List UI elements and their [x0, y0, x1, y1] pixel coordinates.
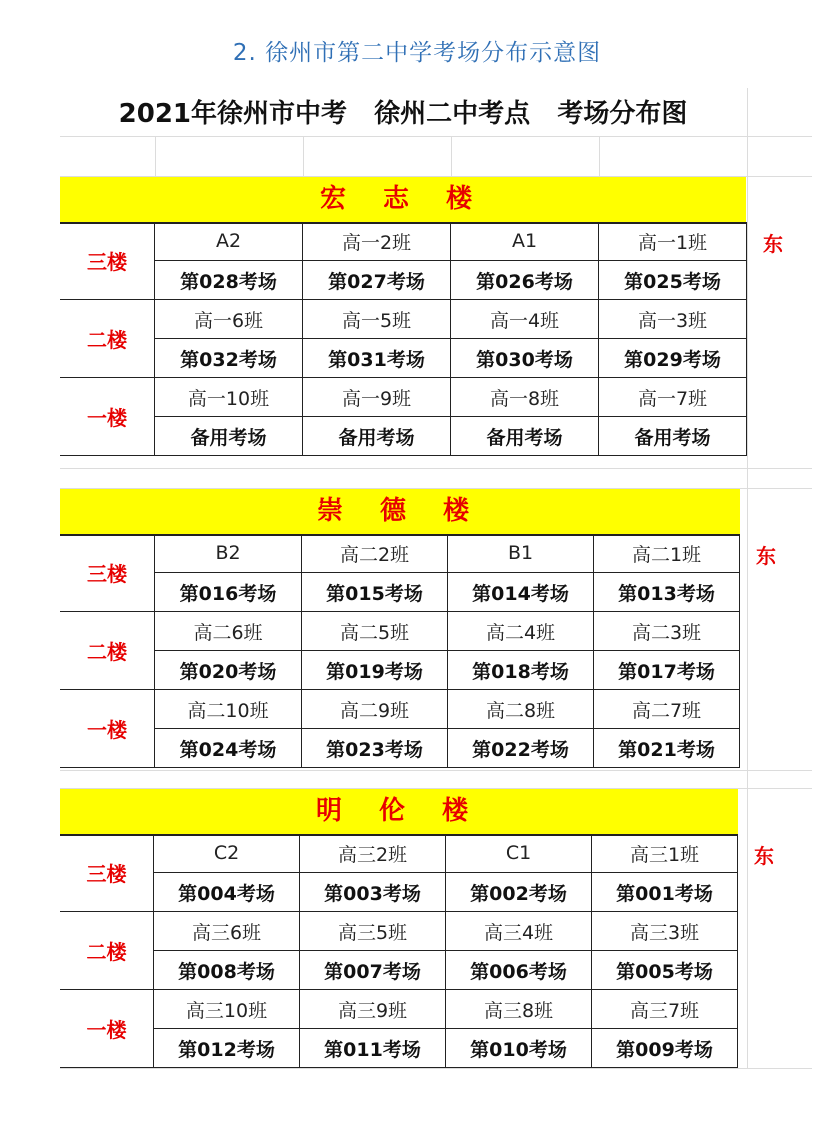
east-direction-label: 东 [756, 544, 776, 568]
exam-room-cell: 第010考场 [446, 1029, 592, 1068]
building-banner: 明 伦 楼 [60, 789, 738, 834]
sheet-title: 2021年徐州市中考 徐州二中考点 考场分布图 [118, 99, 688, 129]
gridline [155, 136, 156, 176]
floor-label: 一楼 [60, 690, 155, 768]
exam-room-cell: 第013考场 [594, 573, 740, 612]
class-cell: 高一9班 [303, 378, 451, 417]
class-cell: 高二3班 [594, 612, 740, 651]
exam-room-cell: 第029考场 [599, 339, 747, 378]
class-cell: 高二5班 [302, 612, 448, 651]
class-cell: 高三6班 [154, 912, 300, 951]
exam-room-cell: 第009考场 [592, 1029, 738, 1068]
exam-room-cell: 备用考场 [599, 417, 747, 456]
floor-label: 三楼 [60, 534, 155, 612]
class-cell: A1 [451, 222, 599, 261]
class-cell: 高二6班 [155, 612, 302, 651]
gridline [60, 136, 812, 137]
exam-room-cell: 第030考场 [451, 339, 599, 378]
class-cell: 高二8班 [448, 690, 594, 729]
gridline [60, 468, 812, 469]
exam-room-cell: 第028考场 [155, 261, 303, 300]
class-cell: A2 [155, 222, 303, 261]
class-cell: 高三8班 [446, 990, 592, 1029]
class-cell: 高三10班 [154, 990, 300, 1029]
exam-room-cell: 第018考场 [448, 651, 594, 690]
floor-label: 一楼 [60, 990, 154, 1068]
exam-room-cell: 第003考场 [300, 873, 446, 912]
class-cell: 高二4班 [448, 612, 594, 651]
exam-room-cell: 备用考场 [303, 417, 451, 456]
class-cell: 高一4班 [451, 300, 599, 339]
floor-label: 二楼 [60, 912, 154, 990]
class-cell: 高三5班 [300, 912, 446, 951]
gridline [747, 88, 748, 1068]
exam-room-cell: 第011考场 [300, 1029, 446, 1068]
exam-room-cell: 第026考场 [451, 261, 599, 300]
class-cell: 高一3班 [599, 300, 747, 339]
building-banner: 宏 志 楼 [60, 177, 746, 222]
exam-room-cell: 第012考场 [154, 1029, 300, 1068]
page-caption: 2. 徐州市第二中学考场分布示意图 [232, 40, 602, 66]
exam-room-cell: 第001考场 [592, 873, 738, 912]
class-cell: 高二9班 [302, 690, 448, 729]
class-cell: 高一5班 [303, 300, 451, 339]
exam-room-cell: 第006考场 [446, 951, 592, 990]
exam-room-cell: 备用考场 [155, 417, 303, 456]
floor-label: 三楼 [60, 222, 155, 300]
exam-room-cell: 第002考场 [446, 873, 592, 912]
floor-label: 三楼 [60, 834, 154, 912]
exam-room-cell: 第025考场 [599, 261, 747, 300]
exam-room-cell: 第008考场 [154, 951, 300, 990]
exam-room-cell: 第032考场 [155, 339, 303, 378]
class-cell: 高三1班 [592, 834, 738, 873]
class-cell: 高三7班 [592, 990, 738, 1029]
class-cell: 高一8班 [451, 378, 599, 417]
exam-room-cell: 第019考场 [302, 651, 448, 690]
class-cell: 高二10班 [155, 690, 302, 729]
class-cell: 高一1班 [599, 222, 747, 261]
floor-label: 二楼 [60, 300, 155, 378]
exam-room-cell: 第024考场 [155, 729, 302, 768]
exam-room-cell: 备用考场 [451, 417, 599, 456]
east-direction-label: 东 [754, 844, 774, 868]
exam-room-cell: 第027考场 [303, 261, 451, 300]
class-cell: 高三3班 [592, 912, 738, 951]
exam-room-cell: 第031考场 [303, 339, 451, 378]
class-cell: 高一7班 [599, 378, 747, 417]
floor-label: 二楼 [60, 612, 155, 690]
floor-label: 一楼 [60, 378, 155, 456]
gridline [599, 136, 600, 176]
class-cell: B2 [155, 534, 302, 573]
class-cell: 高二7班 [594, 690, 740, 729]
exam-room-cell: 第005考场 [592, 951, 738, 990]
exam-room-cell: 第021考场 [594, 729, 740, 768]
class-cell: 高二2班 [302, 534, 448, 573]
gridline [60, 770, 812, 771]
class-cell: 高三2班 [300, 834, 446, 873]
exam-room-cell: 第004考场 [154, 873, 300, 912]
class-cell: 高三9班 [300, 990, 446, 1029]
exam-room-cell: 第014考场 [448, 573, 594, 612]
exam-room-cell: 第017考场 [594, 651, 740, 690]
exam-room-cell: 第007考场 [300, 951, 446, 990]
building-banner: 崇 德 楼 [60, 489, 740, 534]
class-cell: B1 [448, 534, 594, 573]
exam-room-cell: 第022考场 [448, 729, 594, 768]
class-cell: C2 [154, 834, 300, 873]
exam-room-cell: 第015考场 [302, 573, 448, 612]
class-cell: 高一6班 [155, 300, 303, 339]
class-cell: 高一2班 [303, 222, 451, 261]
class-cell: 高二1班 [594, 534, 740, 573]
gridline [303, 136, 304, 176]
class-cell: 高三4班 [446, 912, 592, 951]
class-cell: 高一10班 [155, 378, 303, 417]
gridline [60, 1068, 812, 1069]
exam-room-cell: 第020考场 [155, 651, 302, 690]
exam-room-cell: 第016考场 [155, 573, 302, 612]
exam-room-cell: 第023考场 [302, 729, 448, 768]
gridline [451, 136, 452, 176]
east-direction-label: 东 [763, 232, 783, 256]
class-cell: C1 [446, 834, 592, 873]
